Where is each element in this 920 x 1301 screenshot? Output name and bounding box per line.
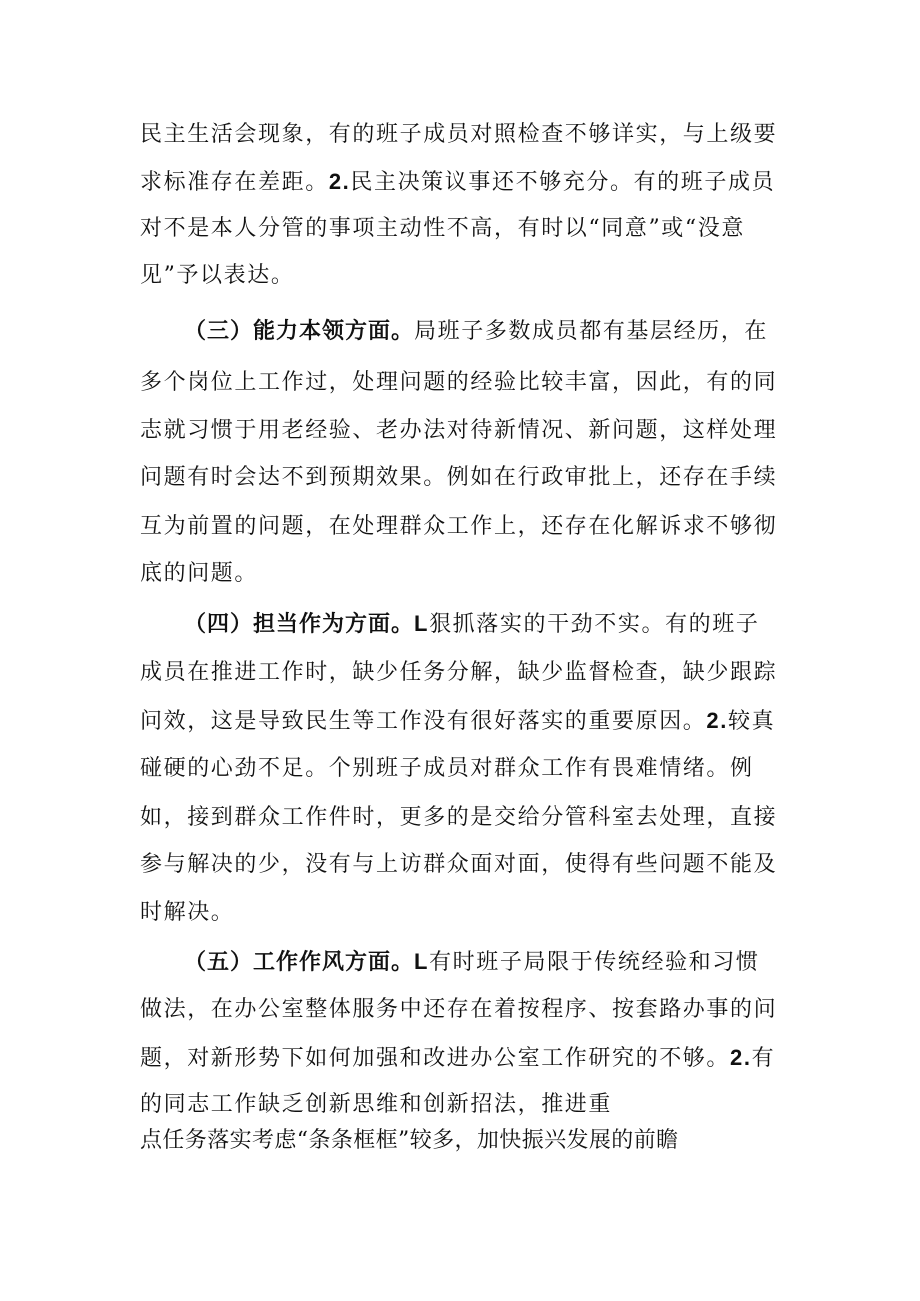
text-line [140, 658, 777, 688]
text-line [140, 754, 754, 784]
item-number: 2. [730, 1045, 752, 1070]
line-text: 见”予以表达。 [140, 263, 295, 288]
text-line [140, 368, 777, 398]
line-text: 有 [751, 1046, 776, 1071]
text-line [140, 850, 777, 880]
line-text: 民主决策议事还不够充分。有的班子成员 [350, 170, 776, 195]
text-line [140, 706, 775, 737]
line-text: 较真 [727, 709, 776, 734]
line-text: 互为前置的问题，在处理群众工作上，还存在化解诉求不够彻 [140, 514, 778, 539]
line-text: 碰硬的心劲不足。个别班子成员对群众工作有畏难情绪。例 [140, 756, 754, 781]
text-line [140, 214, 745, 244]
line-text: 对不是本人分管的事项主动性不高，有时以“同意”或“没意 [140, 216, 745, 241]
text-line [184, 317, 768, 347]
line-text: 问题有时会达不到预期效果。例如在行政审批上，还存在手续 [140, 465, 778, 490]
item-number: L [414, 949, 430, 974]
text-line [140, 559, 258, 589]
text-line [184, 609, 759, 640]
section-heading: （四）担当作为方面。 [184, 612, 415, 637]
text-line [140, 1090, 612, 1120]
text-line [140, 120, 777, 150]
text-line [184, 947, 759, 978]
line-text: 参与解决的少，没有与上访群众面对面，使得有些问题不能及 [140, 852, 778, 877]
line-text: 的同志工作缺乏创新思维和创新招法，推进重 [140, 1092, 613, 1117]
text-line [140, 463, 777, 493]
text-line [140, 898, 234, 928]
item-number: L [414, 611, 430, 636]
line-text: 如，接到群众工作件时，更多的是交给分管科室去处理，直接 [140, 805, 778, 830]
line-text: 多个岗位上工作过，处理问题的经验比较丰富，因此，有的同 [140, 370, 778, 395]
line-text: 求标准存在差距。 [140, 170, 329, 195]
text-line [140, 167, 775, 198]
line-text: 做法，在办公室整体服务中还存在着按程序、按套路办事的问 [140, 997, 778, 1022]
line-text: 志就习惯于用老经验、老办法对待新情况、新问题，这样处理 [140, 418, 778, 443]
line-text: 局班子多数成员都有基层经历，在 [414, 319, 769, 344]
text-line [140, 1126, 679, 1156]
text-line [140, 261, 294, 291]
item-number: 2. [328, 169, 351, 194]
section-heading: （五）工作作风方面。 [184, 950, 415, 975]
text-line [140, 512, 777, 542]
line-text: 时解决。 [140, 900, 235, 925]
item-number: 2. [706, 708, 728, 733]
line-text: 题，对新形势下如何加强和改进办公室工作研究的不够。 [140, 1046, 731, 1071]
text-line [140, 995, 777, 1025]
text-line [140, 803, 777, 833]
section-heading: （三）能力本领方面。 [184, 319, 415, 344]
line-text: 狠抓落实的干劲不实。有的班子 [429, 612, 760, 637]
text-line [140, 1043, 775, 1074]
line-text: 问效，这是导致民生等工作没有很好落实的重要原因。 [140, 709, 707, 734]
line-text: 底的问题。 [140, 561, 259, 586]
line-text: 成员在推进工作时，缺少任务分解，缺少监督检查，缺少跟踪 [140, 660, 778, 685]
line-text: 有时班子局限于传统经验和习惯 [429, 950, 760, 975]
line-text: 点任务落实考虑“条条框框”较多，加快振兴发展的前瞻 [140, 1128, 679, 1153]
line-text: 民主生活会现象，有的班子成员对照检查不够详实，与上级要 [140, 122, 778, 147]
text-line [140, 416, 777, 446]
